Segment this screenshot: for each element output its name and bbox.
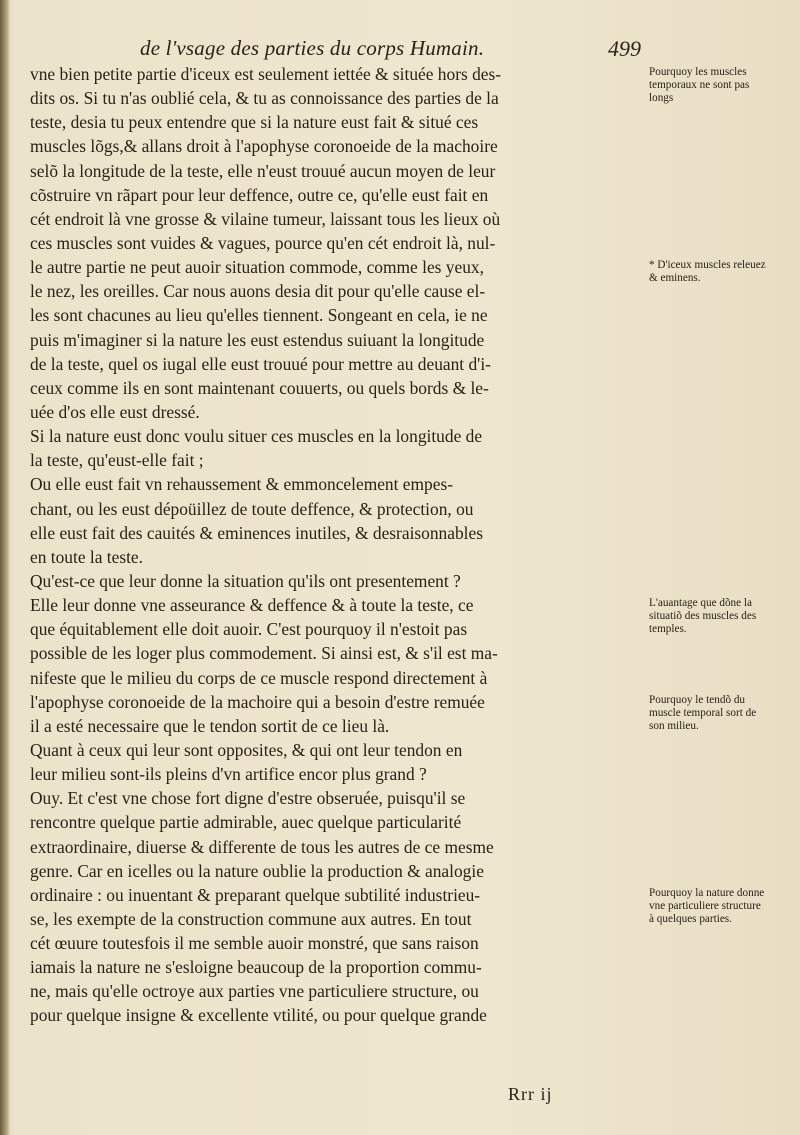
text-line: dits os. Si tu n'as oublié cela, & tu as connoissance des parties de la <box>30 88 499 109</box>
text-line: le nez, les oreilles. Car nous auons desia dit pour qu'elle cause el- <box>30 281 486 302</box>
text-line: elle eust fait des cauités & eminences inutiles, & desraisonnables <box>30 522 483 543</box>
margin-note: Pourquoy les muscles temporaux ne sont pas longs <box>649 66 750 104</box>
text-line: Si la nature eust donc voulu situer ces muscles en la longitude de <box>30 426 483 447</box>
text-line: leur milieu sont-ils pleins d'vn artifice encor plus grand ? <box>30 764 427 785</box>
text-line: muscles lõgs,& allans droit à l'apophyse coronoeide de la machoire <box>30 136 498 157</box>
text-line: se, les exempte de la construction commune aux autres. En tout <box>30 908 472 929</box>
text-line: Qu'est-ce que leur donne la situation qu'ils ont presentement ? <box>30 570 461 591</box>
running-head: de l'vsage des parties du corps Humain. <box>140 36 485 60</box>
text-line: cét endroit là vne grosse & vilaine tumeur, laissant tous les lieux où <box>30 208 501 229</box>
text-line: Ou elle eust fait vn rehaussement & emmoncelement empes- <box>30 474 454 495</box>
text-line: Quant à ceux qui leur sont opposites, & qui ont leur tendon en <box>30 739 463 760</box>
body-text <box>30 62 645 1028</box>
text-line: extraordinaire, diuerse & differente de tous les autres de ce mesme <box>30 836 494 857</box>
text-line: ne, mais qu'elle octroye aux parties vne particuliere structure, ou <box>30 981 479 1002</box>
text-line: possible de les loger plus commodement. Si ainsi est, & s'il est ma- <box>30 643 498 664</box>
text-line: l'apophyse coronoeide de la machoire qui a besoin d'estre remuée <box>30 691 485 712</box>
text-line: que équitablement elle doit auoir. C'est pourquoy il n'estoit pas <box>30 619 468 640</box>
text-line: ces muscles sont vuides & vagues, pource qu'en cét endroit là, nul- <box>30 232 496 253</box>
text-line: pour quelque insigne & excellente vtilité, ou pour quelque grande <box>30 1005 487 1026</box>
margin-note: Pourquoy la nature donne vne particuliere structure à quelques parties. <box>649 887 765 926</box>
margin-note: L'auantage que dõne la situatiõ des muscles des temples. <box>649 597 757 636</box>
text-line: selõ la longitude de la teste, elle n'eust trouué aucun moyen de leur <box>30 160 496 181</box>
text-line: il a esté necessaire que le tendon sortit de ce lieu là. <box>30 715 390 736</box>
signature-mark: Rrr ij <box>508 1084 553 1104</box>
text-line: Ouy. Et c'est vne chose fort digne d'estre obseruée, puisqu'il se <box>30 788 466 809</box>
text-line: rencontre quelque partie admirable, auec quelque particularité <box>30 812 462 833</box>
text-line: cét œuure toutesfois il me semble auoir monstré, que sans raison <box>30 933 479 954</box>
text-line: ordinaire : ou inuentant & preparant quelque subtilité industrieu- <box>30 884 481 905</box>
text-line: teste, desia tu peux entendre que si la nature eust fait & situé ces <box>30 112 479 133</box>
text-line: nifeste que le milieu du corps de ce muscle respond directement à <box>30 667 488 688</box>
text-line: le autre partie ne peut auoir situation commode, comme les yeux, <box>30 257 484 278</box>
text-line: de la teste, quel os iugal elle eust trouué pour mettre au deuant d'i- <box>30 353 491 374</box>
text-line: en toute la teste. <box>30 546 143 567</box>
page-spine-shadow <box>0 0 10 1135</box>
text-line: ceux comme ils en sont maintenant couuerts, ou quels bords & le- <box>30 377 489 398</box>
text-line: cõstruire vn rãpart pour leur deffence, outre ce, qu'elle eust fait en <box>30 184 489 205</box>
text-line: puis m'imaginer si la nature les eust estendus suiuant la longitude <box>30 329 485 350</box>
text-line: genre. Car en icelles ou la nature oublie la production & analogie <box>30 860 484 881</box>
text-line: iamais la nature ne s'esloigne beaucoup de la proportion commu- <box>30 957 482 978</box>
page-number: 499 <box>608 36 641 61</box>
text-line: uée d'os elle eust dressé. <box>30 401 200 422</box>
margin-note: * D'iceux muscles releuez & eminens. <box>649 259 766 285</box>
text-line: chant, ou les eust dépoüillez de toute deffence, & protection, ou <box>30 498 474 519</box>
text-line: la teste, qu'eust-elle fait ; <box>30 450 204 471</box>
text-line: vne bien petite partie d'iceux est seulement iettée & située hors des- <box>30 64 502 84</box>
margin-note: Pourquoy le tendõ du muscle temporal sort de son milieu. <box>649 693 757 732</box>
text-line: Elle leur donne vne asseurance & deffence & à toute la teste, ce <box>30 595 474 616</box>
text-line: les sont chacunes au lieu qu'elles tiennent. Songeant en cela, ie ne <box>30 305 488 326</box>
